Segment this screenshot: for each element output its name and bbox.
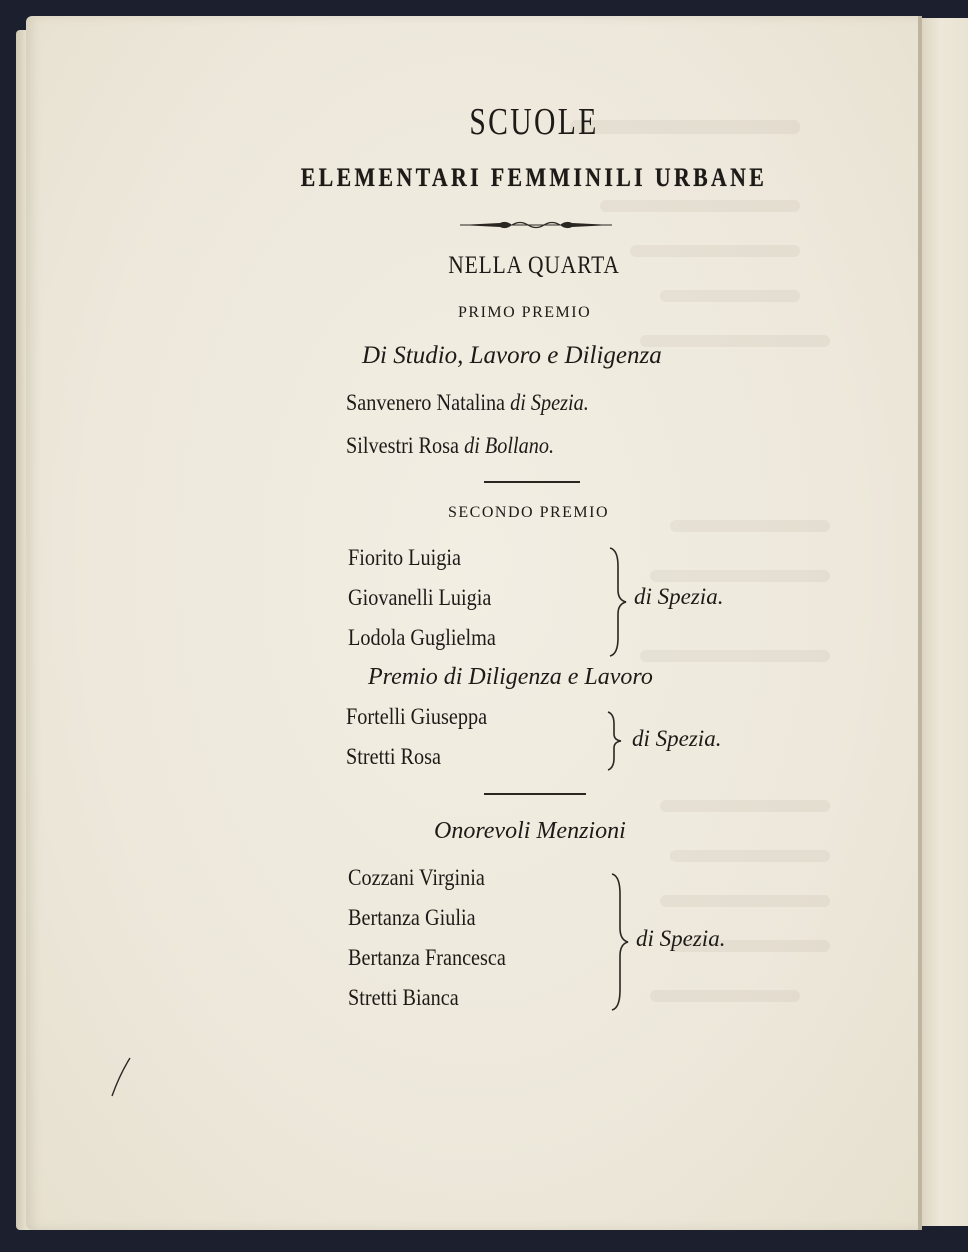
grouping-brace xyxy=(608,872,630,1012)
secondo-premio-label: SECONDO PREMIO xyxy=(448,504,610,521)
section-rule xyxy=(484,793,586,795)
page-title: SCUOLE xyxy=(469,101,599,143)
ornament-divider xyxy=(460,216,612,234)
page-subtitle: ELEMENTARI FEMMINILI URBANE xyxy=(300,163,768,192)
student-name: Lodola Guglielma xyxy=(348,625,496,650)
student-place: di Bollano. xyxy=(464,433,555,458)
award-entry xyxy=(346,433,554,459)
primo-premio-subtitle: Di Studio, Lavoro e Diligenza xyxy=(362,342,662,369)
menzioni-label: Onorevoli Menzioni xyxy=(434,818,626,844)
grouping-brace xyxy=(606,546,628,658)
student-place: di Spezia. xyxy=(510,390,589,415)
student-name: Sanvenero Natalina xyxy=(346,390,506,415)
award-entry xyxy=(346,390,589,416)
primo-premio-label: PRIMO PREMIO xyxy=(458,304,592,321)
student-name: Silvestri Rosa xyxy=(346,433,460,458)
student-name: Giovanelli Luigia xyxy=(348,585,492,610)
student-name: Stretti Bianca xyxy=(348,985,459,1010)
group-place: di Spezia. xyxy=(634,584,724,609)
pen-mark xyxy=(108,1056,134,1100)
student-name: Bertanza Giulia xyxy=(348,905,476,930)
grouping-brace xyxy=(604,710,624,772)
diligenza-label: Premio di Diligenza e Lavoro xyxy=(368,664,653,690)
facing-page-edge xyxy=(922,18,968,1226)
student-name: Fiorito Luigia xyxy=(348,545,462,570)
section-rule xyxy=(484,481,580,483)
section-heading: NELLA QUARTA xyxy=(448,252,620,279)
group-place: di Spezia. xyxy=(632,726,722,751)
student-name: Stretti Rosa xyxy=(346,744,442,769)
group-place: di Spezia. xyxy=(636,926,726,951)
student-name: Fortelli Giuseppa xyxy=(346,704,488,729)
student-name: Cozzani Virginia xyxy=(348,865,485,890)
student-name: Bertanza Francesca xyxy=(348,945,506,970)
